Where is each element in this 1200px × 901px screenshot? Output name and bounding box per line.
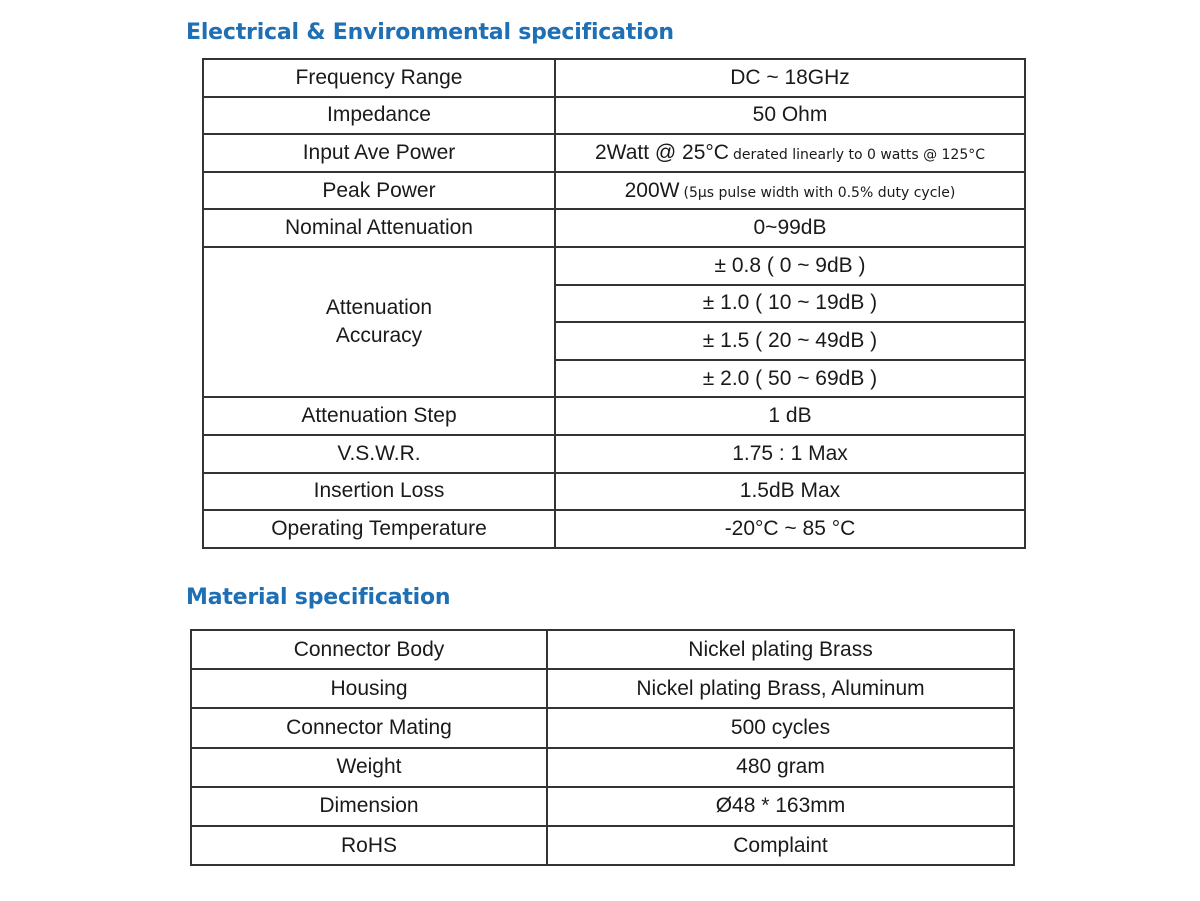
spec-value: 0~99dB xyxy=(555,209,1025,247)
spec-value: Nickel plating Brass xyxy=(547,630,1014,669)
accuracy-label-line1: Attenuation xyxy=(325,296,433,320)
spec-value: DC ~ 18GHz xyxy=(555,59,1025,97)
table-row xyxy=(191,630,1014,669)
spec-value: 500 cycles xyxy=(547,708,1014,747)
spec-label: RoHS xyxy=(191,826,547,865)
accuracy-value: ± 0.8 ( 0 ~ 9dB ) xyxy=(555,247,1025,285)
spec-label: Nominal Attenuation xyxy=(203,209,555,247)
spec-label: Connector Body xyxy=(191,630,547,669)
table-row xyxy=(203,510,1025,548)
spec-value: 200W xyxy=(624,178,680,202)
spec-label: Weight xyxy=(191,748,547,787)
electrical-spec-table xyxy=(202,58,1026,549)
table-row xyxy=(203,134,1025,172)
material-spec-heading: Material specification xyxy=(186,585,451,610)
table-row xyxy=(203,397,1025,435)
accuracy-value: ± 1.5 ( 20 ~ 49dB ) xyxy=(555,322,1025,360)
spec-label: Housing xyxy=(191,669,547,708)
table-row xyxy=(203,473,1025,511)
spec-label: Frequency Range xyxy=(203,59,555,97)
spec-value-cell xyxy=(555,172,1025,210)
spec-value: Complaint xyxy=(547,826,1014,865)
spec-value: Ø48 * 163mm xyxy=(547,787,1014,826)
spec-value: 50 Ohm xyxy=(555,97,1025,135)
table-row xyxy=(203,59,1025,97)
spec-label: Operating Temperature xyxy=(203,510,555,548)
material-spec-table xyxy=(190,629,1015,866)
accuracy-value: ± 1.0 ( 10 ~ 19dB ) xyxy=(555,285,1025,323)
table-row xyxy=(203,435,1025,473)
spec-label: Impedance xyxy=(203,97,555,135)
accuracy-value: ± 2.0 ( 50 ~ 69dB ) xyxy=(555,360,1025,398)
table-row xyxy=(191,748,1014,787)
spec-label: Attenuation Step xyxy=(203,397,555,435)
attenuation-accuracy-label xyxy=(203,247,555,397)
electrical-environmental-heading: Electrical & Environmental specification xyxy=(186,20,674,45)
table-row xyxy=(191,669,1014,708)
table-row xyxy=(203,209,1025,247)
table-row xyxy=(203,247,1025,285)
table-row xyxy=(191,787,1014,826)
spec-value: 480 gram xyxy=(547,748,1014,787)
spec-label: Peak Power xyxy=(203,172,555,210)
table-row xyxy=(203,97,1025,135)
table-row xyxy=(191,826,1014,865)
table-row xyxy=(203,172,1025,210)
accuracy-label-line2: Accuracy xyxy=(335,324,423,348)
spec-label: Input Ave Power xyxy=(203,134,555,172)
spec-value-cell xyxy=(555,134,1025,172)
spec-value: 1.5dB Max xyxy=(555,473,1025,511)
spec-value: -20°C ~ 85 °C xyxy=(555,510,1025,548)
spec-note: derated linearly to 0 watts @ 125°C xyxy=(732,146,986,163)
spec-label: Dimension xyxy=(191,787,547,826)
spec-note: (5μs pulse width with 0.5% duty cycle) xyxy=(683,184,956,201)
spec-value: Nickel plating Brass, Aluminum xyxy=(547,669,1014,708)
spec-label: Connector Mating xyxy=(191,708,547,747)
spec-label: V.S.W.R. xyxy=(203,435,555,473)
spec-value: 1.75 : 1 Max xyxy=(555,435,1025,473)
table-row xyxy=(191,708,1014,747)
spec-value: 2Watt @ 25°C xyxy=(594,140,729,164)
spec-value: 1 dB xyxy=(555,397,1025,435)
spec-label: Insertion Loss xyxy=(203,473,555,511)
